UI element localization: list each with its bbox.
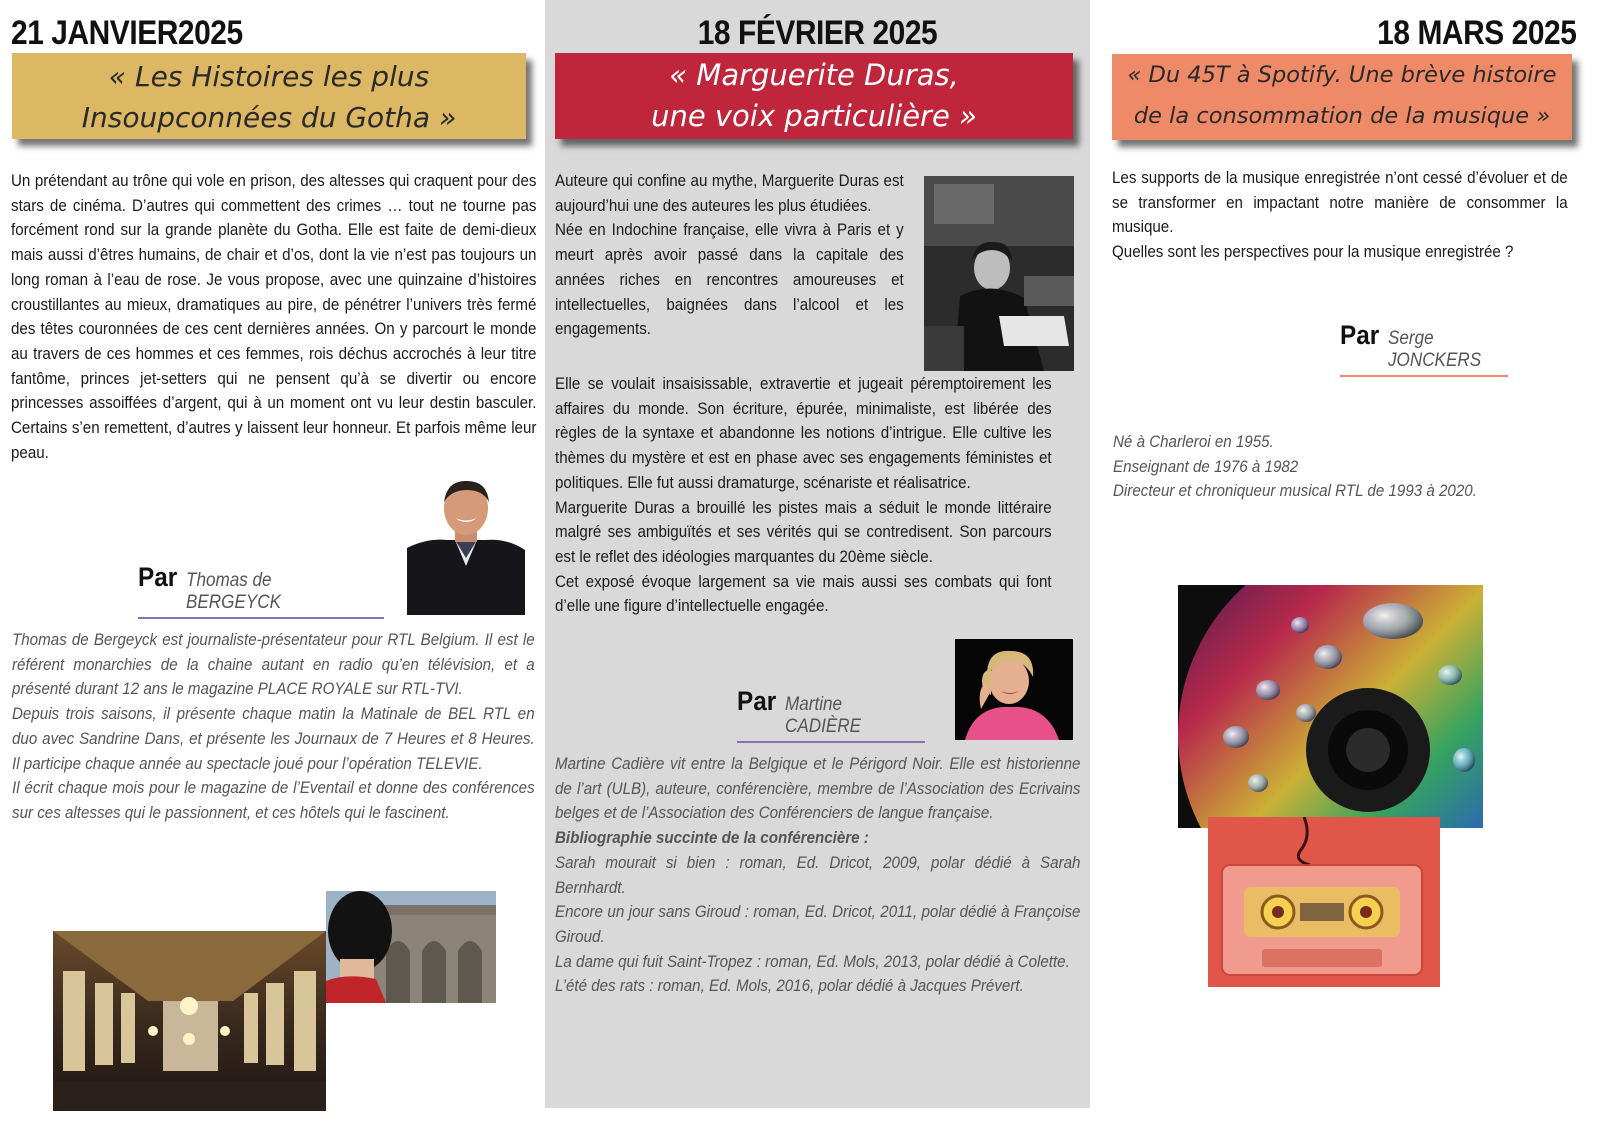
title-line-1: « Du 45T à Spotify. Une brève histoire xyxy=(1127,62,1557,88)
bibliography-title: Bibliographie succinte de la conférencière : xyxy=(555,829,869,848)
column-march xyxy=(1090,0,1600,1131)
event-date: 18 FÉVRIER 2025 xyxy=(697,14,938,52)
bio-paragraph: Thomas de Bergeyck est journaliste-présentateur pour RTL Belgium. Il est le référent monarchies de la chaine autant en radio qu’en télévision, et a présenté durant 12 ans le magazine PLACE ROYALE sur RTL-TVI. xyxy=(12,631,535,699)
event-date: 21 JANVIER2025 xyxy=(11,14,243,52)
column-january xyxy=(0,0,545,1131)
speaker-portrait xyxy=(407,478,525,615)
lecture-description xyxy=(11,169,536,465)
bio-paragraph: Martine Cadière vit entre la Belgique et le Périgord Noir. Elle est historienne de l’art (ULB), auteure, conférencière, membre de l’Association des Ecrivains belges et de l’Association des Conférenciers de langue française. xyxy=(555,755,1081,823)
bibliography-item: L’été des rats : roman, Ed. Mols, 2016, polar dédié à Jacques Prévert. xyxy=(555,977,1024,996)
title-line-1: « Marguerite Duras, xyxy=(669,58,959,92)
bio-paragraph: Il écrit chaque mois pour le magazine de l’Eventail et donne des conférences sur ces altesses qui le passionnent, et ces hôtels qui le fascinent. xyxy=(12,779,535,822)
lecture-description-main xyxy=(555,372,1052,619)
title-line-2: Insoupconnées du Gotha » xyxy=(81,101,457,134)
speaker-bio xyxy=(555,752,1080,999)
compact-disc-photo xyxy=(1178,585,1483,828)
title-line-2: de la consommation de la musique » xyxy=(1133,103,1551,129)
par-label: Par xyxy=(1340,320,1380,350)
speaker-credit xyxy=(737,686,925,743)
description-paragraph: Auteure qui confine au mythe, Marguerite Duras est aujourd’hui une des auteures les plus étudiées. xyxy=(555,172,904,215)
description-paragraph: Quelles sont les perspectives pour la musique enregistrée ? xyxy=(1112,243,1514,262)
title-line-1: « Les Histoires les plus xyxy=(108,60,430,93)
description-paragraph: Elle se voulait insaisissable, extravertie et jugeait péremptoirement les affaires du monde. Son écriture, épurée, minimaliste, est libérée des règles de la syntaxe et abandonne les notions d’intrigue. Elle cultive les thèmes du mystère et est en phase avec ses engagements féministes et politiques. Elle fut aussi dramaturge, scénariste et réalisatrice. xyxy=(555,375,1052,492)
column-february xyxy=(545,0,1090,1108)
hall-of-mirrors-photo xyxy=(53,931,326,1111)
description-paragraph: Née en Indochine française, elle vivra à Paris et y meurt après avoir passé dans la capitale des années riches en rencontres amoureuses et intellectuelles, baignées dans l’alcool et les engagements. xyxy=(555,221,904,339)
column-gap xyxy=(545,1108,1090,1131)
bibliography-item: Encore un jour sans Giroud : roman, Ed. Dricot, 2011, polar dédié à Françoise Giroud. xyxy=(555,903,1081,946)
speaker-credit xyxy=(1340,320,1508,377)
description-paragraph: Les supports de la musique enregistrée n’ont cessé d’évoluer et de se transformer en impactant notre manière de consommer la musique. xyxy=(1112,169,1568,237)
marguerite-duras-photo xyxy=(924,176,1074,371)
event-date: 18 MARS 2025 xyxy=(1376,14,1576,52)
title-banner xyxy=(1112,54,1572,140)
par-label: Par xyxy=(138,562,178,592)
royal-guard-photo xyxy=(326,891,496,1003)
description-paragraph: Cet exposé évoque largement sa vie mais aussi ses combats qui font d’elle une figure d’intellectuelle engagée. xyxy=(555,572,1052,616)
speaker-portrait xyxy=(955,639,1073,740)
speaker-bio xyxy=(12,628,535,826)
par-label: Par xyxy=(737,686,777,716)
speaker-name: Thomas de BERGEYCK xyxy=(185,570,281,613)
bio-line: Né à Charleroi en 1955. xyxy=(1113,433,1274,451)
bio-line: Directeur et chroniqueur musical RTL de 1993 à 2020. xyxy=(1113,482,1477,501)
lecture-description xyxy=(1112,166,1568,265)
cassette-tape-photo xyxy=(1208,817,1440,987)
lecture-description-intro xyxy=(555,169,904,342)
description-paragraph: Un prétendant au trône qui vole en prison, des altesses qui craquent pour des stars de cinéma. D’autres qui commettent des crimes … tout ne tourne pas forcément rond sur la grande planète du Gotha. Elle est faite de demi-dieux mais aussi d’êtres humains, de chair et d’os, dont la vie n’est pas toujours un long roman à l’eau de rose. Je vous propose, avec une quinzaine d’histoires croustillantes au mieux, dramatiques au pire, de pénétrer l’univers très fermé des têtes couronnées de ces cent dernières années. On y parcourt le monde au travers de ces hommes et ces femmes, rois déchus accrochés à leur titre fantôme, princes jet-setters qui ne pensent qu’à se divertir ou encore princesses assoiffées d’argent, qui à un moment ont vu leur destin basculer. Certains s’en remettent, d’autres y laissent leur honneur. Et parfois même leur peau. xyxy=(11,172,537,462)
speaker-name: Serge JONCKERS xyxy=(1387,328,1481,371)
description-paragraph: Marguerite Duras a brouillé les pistes mais a séduit le monde littéraire malgré ses ambiguïtés et ses vérités qui se contredisent. Son parcours est le reflet des idéologies marquantes du 20ème siècle. xyxy=(555,498,1052,566)
speaker-bio xyxy=(1113,430,1569,504)
speaker-name: Martine CADIÈRE xyxy=(784,694,861,737)
title-banner xyxy=(12,53,526,139)
speaker-credit xyxy=(138,562,384,619)
title-line-2: une voix particulière » xyxy=(651,99,977,133)
bio-paragraph: Depuis trois saisons, il présente chaque matin la Matinale de BEL RTL en duo avec Sandrine Dans, et présente les Journaux de 7 Heures et 8 Heures. Il participe chaque année au spectacle joué pour l’opération TELEVIE. xyxy=(12,705,535,773)
bibliography-item: Sarah mourait si bien : roman, Ed. Dricot, 2009, polar dédié à Sarah Bernhardt. xyxy=(555,853,1081,897)
bio-line: Enseignant de 1976 à 1982 xyxy=(1113,457,1299,476)
title-banner xyxy=(555,53,1073,139)
bibliography-item: La dame qui fuit Saint-Tropez : roman, Ed. Mols, 2013, polar dédié à Colette. xyxy=(555,952,1070,971)
